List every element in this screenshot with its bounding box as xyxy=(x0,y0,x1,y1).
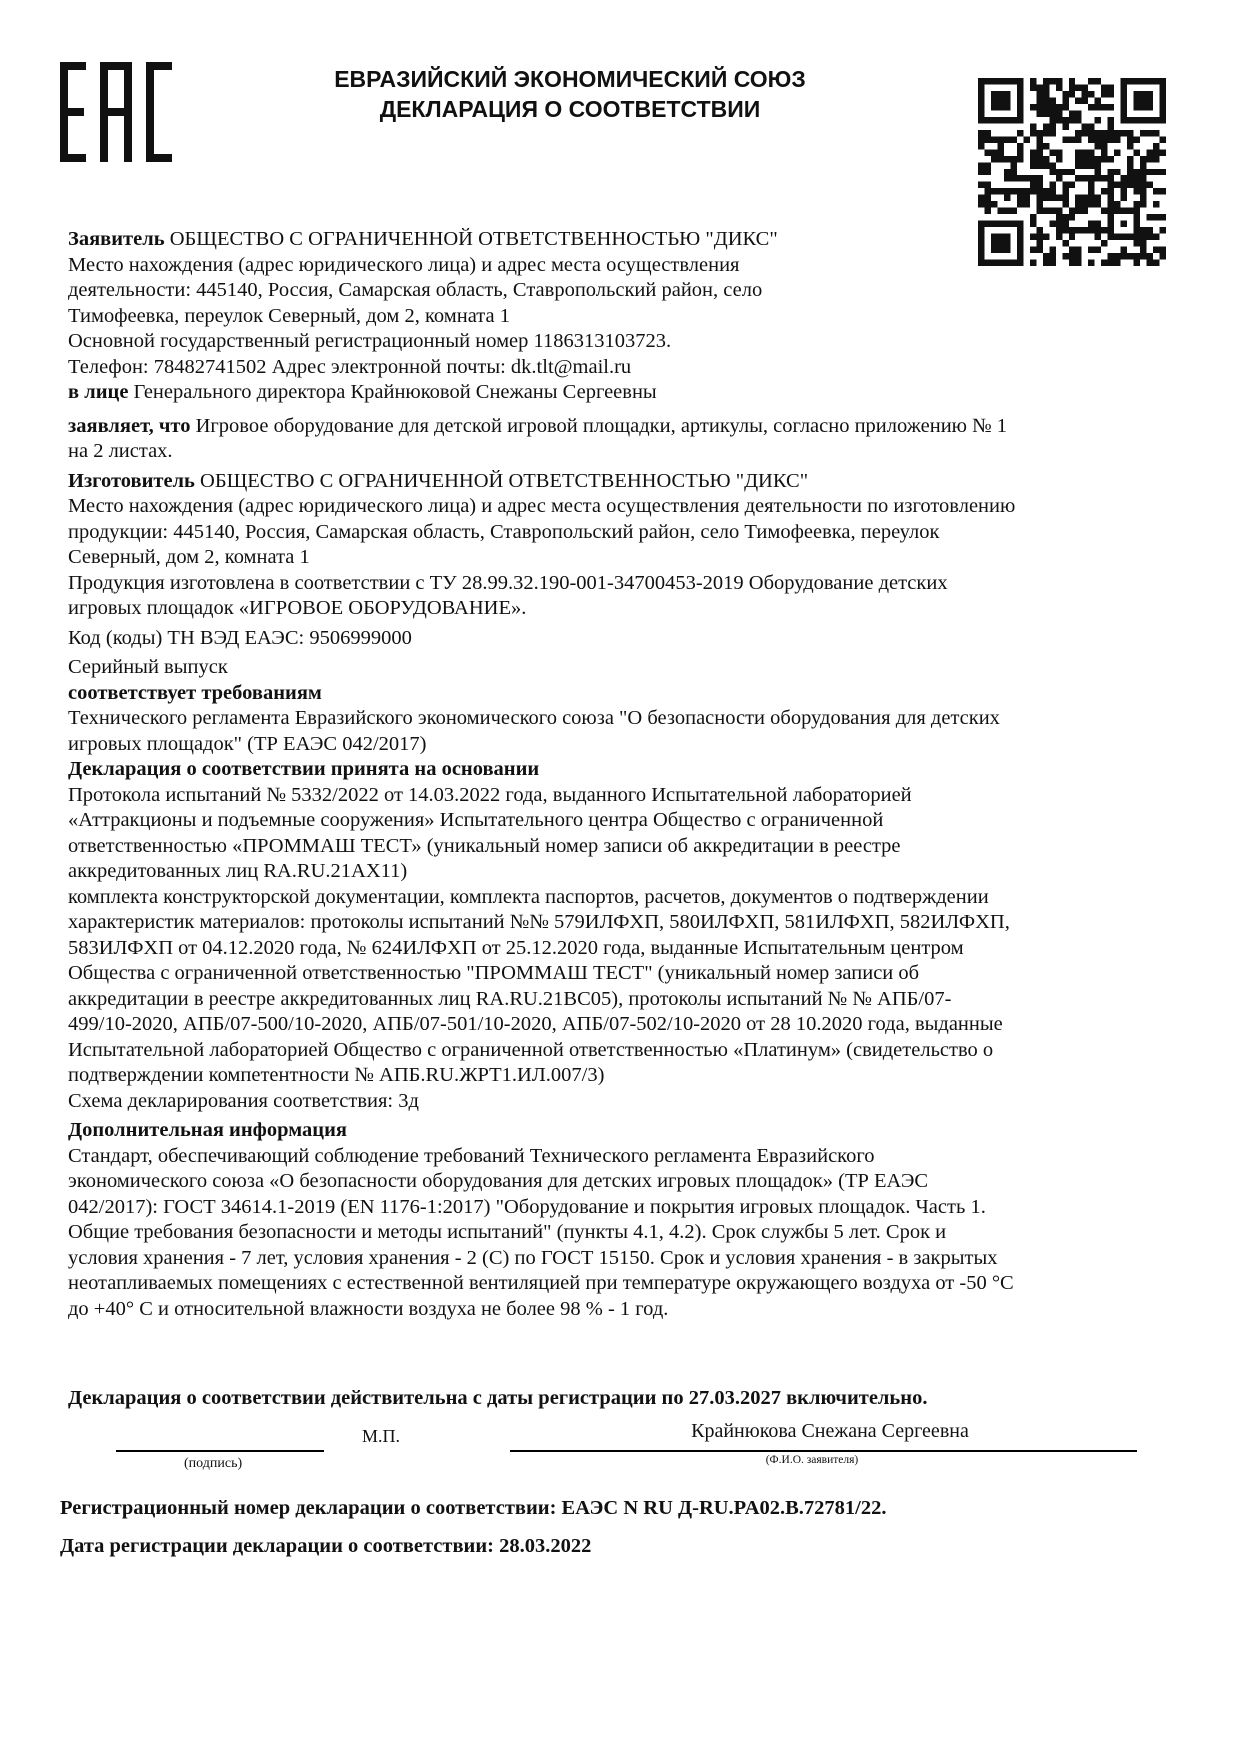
tnved-code: Код (коды) ТН ВЭД ЕАЭС: 9506999000 xyxy=(68,626,412,649)
rep-label: в лице xyxy=(68,381,129,403)
eac-logo xyxy=(60,62,172,162)
basis-line: 499/10-2020, АПБ/07-500/10-2020, АПБ/07-501/10-2020, АПБ/07-502/10-2020 от 28 10.2020 года, выданные xyxy=(68,1013,1003,1035)
declaration-title: ДЕКЛАРАЦИЯ О СООТВЕТСТВИИ xyxy=(379,96,761,122)
applicant-contacts: Телефон: 78482741502 Адрес электронной почты: dk.tlt@mail.ru xyxy=(68,355,632,378)
conforms-label xyxy=(68,681,1148,707)
basis-line: комплекта конструкторской документации, комплекта паспортов, расчетов, документов о подтверждении xyxy=(68,885,989,908)
manufacturer-name: ОБЩЕСТВО С ОГРАНИЧЕННОЙ ОТВЕТСТВЕННОСТЬЮ "ДИКС" xyxy=(194,469,809,492)
serial-release: Серийный выпуск xyxy=(68,656,228,678)
manufacturer-address-1: Место нахождения (адрес юридического лица) и адрес места осуществления деятельности по изготовлению xyxy=(68,495,1016,517)
additional-line: до +40° С и относительной влажности воздуха не более 98 % - 1 год. xyxy=(68,1297,669,1320)
declares-label: заявляет, что xyxy=(68,414,191,437)
basis-label-text: Декларация о соответствии принята на основании xyxy=(68,758,540,780)
declaration-body xyxy=(68,227,1148,1322)
signer-name-line xyxy=(510,1450,1137,1452)
basis-line: аккредитации в реестре аккредитованных лиц RA.RU.21ВС05), протоколы испытаний № № АПБ/07- xyxy=(68,987,952,1010)
additional-line: Стандарт, обеспечивающий соблюдение требований Технического регламента Евразийского xyxy=(68,1144,875,1167)
conforms-value-2: игровых площадок" (ТР ЕАЭС 042/2017) xyxy=(68,732,427,755)
manufacturer-tu-1: Продукция изготовлена в соответствии с ТУ 28.99.32.190-001-34700453-2019 Оборудование детских xyxy=(68,571,948,594)
document-header xyxy=(230,64,910,124)
basis-line: Испытательной лабораторией Общество с ограниченной ответственностью «Платинум» (свидетельство о xyxy=(68,1038,994,1061)
signer-name: Крайнюкова Снежана Сергеевна xyxy=(691,1420,969,1442)
seal-placeholder: М.П. xyxy=(362,1426,401,1446)
rep-value: Генерального директора Крайнюковой Снежаны Сергеевны xyxy=(128,381,657,403)
applicant-representative xyxy=(68,380,1148,406)
signature-caption: (подпись) xyxy=(184,1456,243,1471)
manufacturer-address-2: продукции: 445140, Россия, Самарская область, Ставропольский район, село Тимофеевка, переулок xyxy=(68,520,940,543)
basis-label xyxy=(68,757,1148,783)
applicant-label: Заявитель xyxy=(68,228,165,250)
additional-line: Общие требования безопасности и методы испытаний" (пункты 4.1, 4.2). Срок службы 5 лет. Срок и xyxy=(68,1221,947,1243)
basis-line: подтверждении компетентности № АПБ.RU.ЖРТ1.ИЛ.007/3) xyxy=(68,1064,605,1086)
manufacturer-address-3: Северный, дом 2, комната 1 xyxy=(68,546,310,568)
declares-line xyxy=(68,414,1148,440)
additional-line: экономического союза «О безопасности оборудования для детских игровых площадок» (ТР ЕАЭС xyxy=(68,1170,929,1192)
additional-label xyxy=(68,1118,1148,1144)
union-title: ЕВРАЗИЙСКИЙ ЭКОНОМИЧЕСКИЙ СОЮЗ xyxy=(334,66,806,92)
conforms-label-text: соответствует требованиям xyxy=(68,681,322,704)
declares-value-2: на 2 листах. xyxy=(68,440,173,462)
applicant-address-2: деятельности: 445140, Россия, Самарская область, Ставропольский район, село xyxy=(68,279,763,301)
basis-line: Общества с ограниченной ответственностью "ПРОММАШ ТЕСТ" (уникальный номер записи об xyxy=(68,962,920,984)
declares-value-1: Игровое оборудование для детской игровой площадки, артикулы, согласно приложению № 1 xyxy=(190,414,1008,437)
registration-date: Дата регистрации декларации о соответствии: 28.03.2022 xyxy=(60,1535,592,1557)
basis-line: Протокола испытаний № 5332/2022 от 14.03.2022 года, выданного Испытательной лабораторией xyxy=(68,783,912,806)
conforms-value-1: Технического регламента Евразийского экономического союза "О безопасности оборудования для детских xyxy=(68,707,1000,729)
additional-line: условия хранения - 7 лет, условия хранения - 2 (С) по ГОСТ 15150. Срок и условия хранения - в закрытых xyxy=(68,1246,998,1269)
applicant-ogrn: Основной государственный регистрационный номер 1186313103723. xyxy=(68,330,672,352)
additional-line: 042/2017): ГОСТ 34614.1-2019 (EN 1176-1:2017) "Оборудование и покрытия игровых площадок. Часть 1. xyxy=(68,1195,986,1218)
manufacturer-line xyxy=(68,469,1148,495)
basis-line: характеристик материалов: протоколы испытаний №№ 579ИЛФХП, 580ИЛФХП, 581ИЛФХП, 582ИЛФХП, xyxy=(68,911,1010,933)
additional-label-text: Дополнительная информация xyxy=(68,1119,347,1141)
basis-line: аккредитованных лиц RA.RU.21АХ11) xyxy=(68,860,408,882)
additional-line: неотапливаемых помещениях с естественной вентиляцией при температуре окружающего воздуха от -50 °С xyxy=(68,1272,1014,1294)
basis-line: «Аттракционы и подъемные сооружения» Испытательного центра Общество с ограниченной xyxy=(68,809,884,831)
validity-statement: Декларация о соответствии действительна с даты регистрации по 27.03.2027 включительно. xyxy=(68,1387,928,1409)
signature-line xyxy=(116,1450,324,1452)
declaration-scheme: Схема декларирования соответствия: 3д xyxy=(68,1089,419,1112)
signer-caption: (Ф.И.О. заявителя) xyxy=(765,1454,859,1466)
manufacturer-tu-2: игровых площадок «ИГРОВОЕ ОБОРУДОВАНИЕ». xyxy=(68,597,527,619)
basis-line: ответственностью «ПРОММАШ ТЕСТ» (уникальный номер записи об аккредитации в реестре xyxy=(68,834,901,857)
basis-line: 583ИЛФХП от 04.12.2020 года, № 624ИЛФХП от 25.12.2020 года, выданные Испытательным центром xyxy=(68,936,964,959)
applicant-line xyxy=(68,227,1148,253)
applicant-address-3: Тимофеевка, переулок Северный, дом 2, комната 1 xyxy=(68,304,510,327)
applicant-address-1: Место нахождения (адрес юридического лица) и адрес места осуществления xyxy=(68,253,740,276)
applicant-name: ОБЩЕСТВО С ОГРАНИЧЕННОЙ ОТВЕТСТВЕННОСТЬЮ "ДИКС" xyxy=(164,228,778,250)
registration-number: Регистрационный номер декларации о соответствии: ЕАЭС N RU Д-RU.PA02.B.72781/22. xyxy=(60,1497,887,1519)
manufacturer-label: Изготовитель xyxy=(68,469,195,492)
